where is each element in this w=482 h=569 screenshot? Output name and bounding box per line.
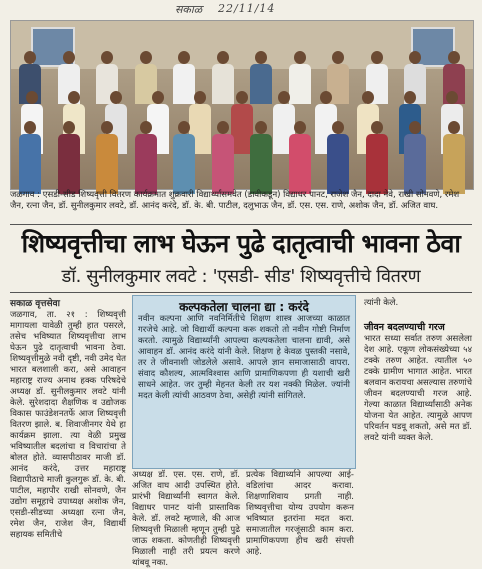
photo-person (96, 121, 118, 194)
photo-person (366, 121, 388, 194)
photo-person (173, 121, 195, 194)
photo-person (212, 121, 234, 194)
issue-date: 22/11/14 (218, 2, 276, 15)
photo-person (58, 121, 80, 194)
divider (10, 224, 472, 225)
photo-person (289, 121, 311, 194)
photo-caption: जळगाव : एसडी-सीड शिष्यवृत्ती वितरण कार्यक्रमात शुक्रवारी विद्यार्थ्यांसमवेत (डावीकडून) विद्याधर पानट, राजेश जैन, दादा नेवे, राखी सोनवणे, रमेश जैन, रत्ना जैन, डॉ. सुनीलकुमार लवटे, डॉ. आनंद करंदे, डॉ. के. बी. पाटील, दलुभाऊ जैन, डॉ. एस. एस. राणे, अशोक जैन, डॉ. अजित वाघ. (10, 190, 460, 211)
divider (10, 292, 472, 293)
sidebar-box (132, 295, 356, 469)
photo-person (443, 121, 465, 194)
side-body: भारत सध्या सर्वात तरुण असलेला देश आहे. एकूण लोकसंख्येच्या ५४ टक्के तरुण आहेत. त्यातील ५० टक्के ग्रामीण भागात आहेत. भारत बलवान करायचा असल्यास तरुणांचे जीवन बदलण्याची गरज आहे. गेल्या काळात विद्यार्थ्यांसाठी अनेक योजना येत आहेत. त्यामुळे आपण परिवर्तन घडवू शकतो, असे मत डॉ. लवटे यांनी व्यक्त केले. (364, 334, 472, 443)
article-body-4: प्रत्येक विद्यार्थ्याने आपल्या आई-वडिलांचा आदर करावा. शिक्षणाशिवाय प्रगती नाही. शिष्यवृत्तीचा योग्य उपयोग करून भविष्यात इतरांना मदत करा. समाजातील गरजूंसाठी काम करा. प्रामाणिकपणा हीच खरी संपत्ती आहे. (246, 470, 354, 557)
group-photo (10, 20, 474, 190)
photo-person (327, 121, 349, 194)
article-column-5-intro (364, 298, 472, 320)
article-column-5 (364, 334, 472, 524)
byline: सकाळ वृत्तसेवा (10, 299, 60, 309)
article-body-1: जळगाव, ता. २१ : शिष्यवृत्ती मागायला यावेळी तुम्ही हात पसरले, तसेच भविष्यात शिष्यवृत्तीचा लाभ घेऊन पुढे दातृत्वाची भावना ठेवा. शिष्यवृत्तीमुळे नवी दृष्टी, नवी उमेद घेत भारत बलशाली करा, असे आवाहन महाराष्ट्र राज्य अनाथ हक्क परिषदेचे अध्यक्ष डॉ. सुनीलकुमार लवटे यांनी केले. सुरेशदादा शैक्षणिक व उद्योजक विकास फाउंडेशनतर्फे आज शिष्यवृत्ती वितरण झाले. ब. शिवाजीनगर येथे हा कार्यक्रम झाला. त्या वेळी प्रमुख भविष्यातील बदलांचा व विचारांचा ते बोलत होते. व्यासपीठावर माजी डॉ. आनंद करंदे, उत्तर महाराष्ट्र विद्यापीठाचे माजी कुलगुरू डॉ. के. बी. पाटील, महापौर राखी सोनवणे, जैन उद्योग समूहाचे उपाध्यक्ष अशोक जैन, एसडी-सीडच्या अध्यक्षा रत्ना जैन, रमेश जैन, राजेश जैन, विद्यार्थी सहायक समितीचे (10, 310, 126, 540)
side-intro: त्यांनी केले. (364, 298, 399, 308)
box-body: नवीन कल्पना आणि नवनिर्मितीचे शिक्षण शास्त्र आजच्या काळात गरजेचे आहे. जो विद्यार्थी कल्पना करू शकतो तो नवीन गोष्टी निर्माण करतो. त्यामुळे विद्यार्थ्यांनी आपल्या कल्पकतेला चालना द्यावी, असे आवाहन डॉ. आनंद करंदे यांनी केले. शिक्षण हे केवळ पुस्तकी नसावे, तर ते जीवनाशी जोडलेले असावे. आपले ज्ञान समाजासाठी वापरा. संवाद कौशल्य, आत्मविश्वास आणि प्रामाणिकपणा ही यशाची खरी साधने आहेत. जर तुम्ही मेहनत केली तर यश नक्की मिळेल. ज्यांनी मदत केली त्यांची आठवण ठेवा, असेही त्यांनी सांगितले. (138, 314, 350, 401)
headline: शिष्यवृत्तीचा लाभ घेऊन पुढे दातृत्वाची भावना ठेवा (21, 229, 461, 258)
article-column-4 (246, 470, 354, 557)
photo-person (19, 121, 41, 194)
subheadline: डॉ. सुनीलकुमार लवटे : 'एसडी- सीड' शिष्यवृत्तीचे वितरण (61, 266, 421, 287)
photo-person (404, 121, 426, 194)
article-body-3: अध्यक्ष डॉ. एस. एस. राणे, डॉ. अजित वाघ आदी उपस्थित होते. प्रारंभी विद्यार्थ्यांनी स्वागत केले. विद्याधर पानट यांनी प्रास्ताविक केले. डॉ. लवटे म्हणाले, की आज शिष्यवृत्ती मिळाली म्हणून तुम्ही पुढे जाऊ शकता. कोणतीही शिष्यवृत्ती मिळाली नाही तरी प्रयत्न करणे थांबवू नका. (132, 470, 240, 568)
article-column-1 (10, 310, 126, 540)
photo-person (250, 121, 272, 194)
box-title: कल्पकतेला चालना द्या : करंदे (179, 300, 309, 314)
photo-person (135, 121, 157, 194)
newspaper-name: सकाळ (175, 3, 203, 16)
article-column-3 (132, 470, 240, 568)
photo-front-row (11, 121, 473, 194)
masthead (0, 0, 482, 18)
section-heading: जीवन बदलण्याची गरज (364, 322, 445, 333)
